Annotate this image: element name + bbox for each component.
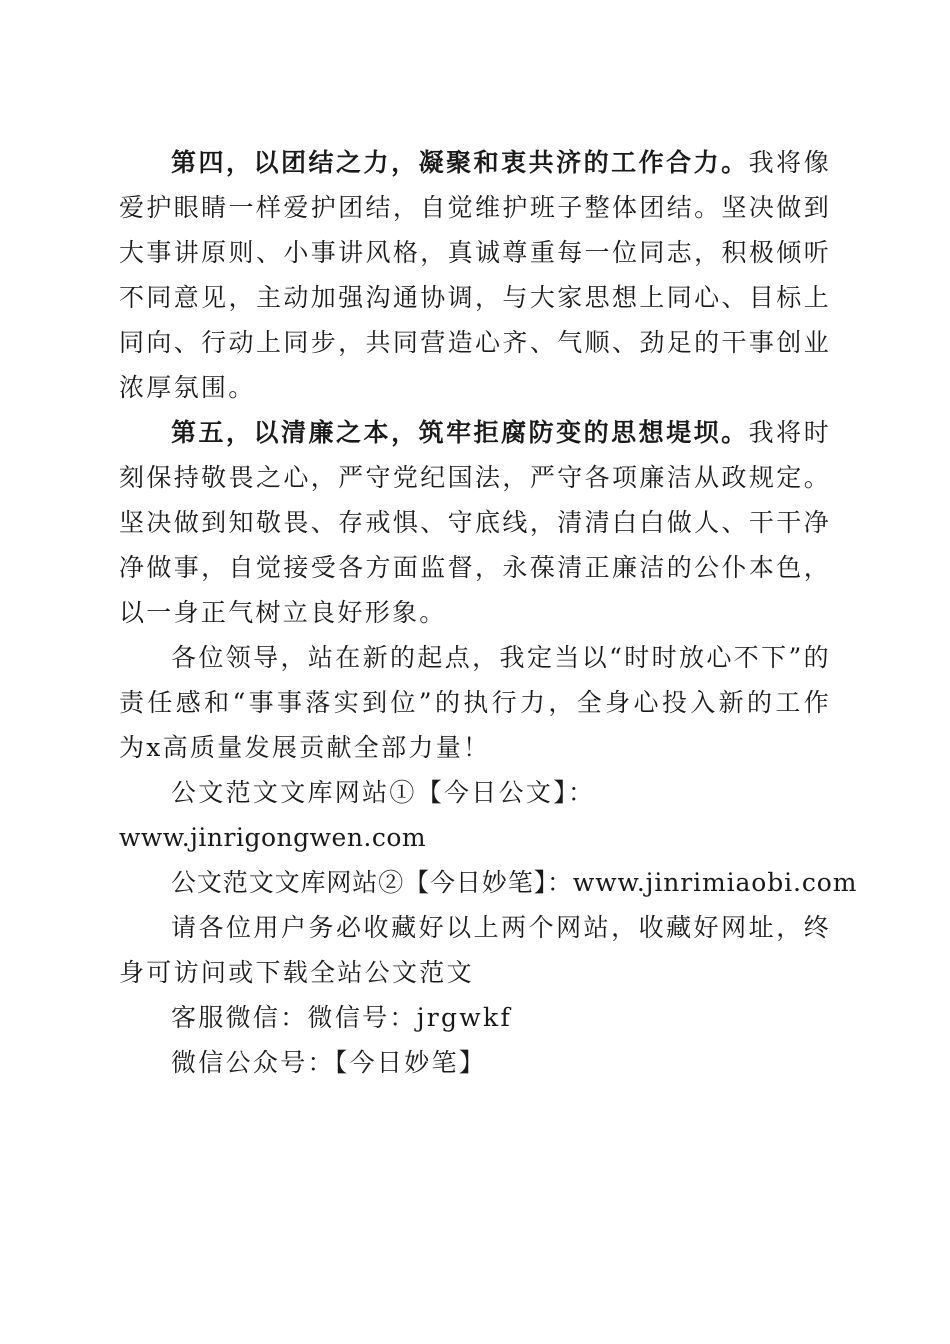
paragraph-fifth-point bbox=[119, 410, 831, 635]
site-1-label: 公文范文文库网站①【今日公文】： bbox=[171, 778, 596, 807]
footer-site-2: 公文范文文库网站②【今日妙笔】：www.jinrimiaobi.com bbox=[171, 868, 858, 897]
footer-notice: 请各位用户务必收藏好以上两个网站，收藏好网址，终身可访问或下载全站公文范文 bbox=[119, 913, 831, 987]
paragraph-closing: 各位领导，站在新的起点，我定当以“时时放心不下”的责任感和“事事落实到位”的执行力，全身心投入新的工作为x高质量发展贡献全部力量！ bbox=[119, 643, 831, 762]
paragraph-text: 我将像爱护眼睛一样爱护团结，自觉维护班子整体团结。坚决做到大事讲原则、小事讲风格，真诚尊重每一位同志，积极倾听不同意见，主动加强沟通协调，与大家思想上同心、目标上同向、行动上同步，共同营造心齐、气顺、劲足的干事创业浓厚氛围。 bbox=[119, 148, 831, 402]
footer-wechat-public: 微信公众号：【今日妙笔】 bbox=[171, 1048, 487, 1077]
paragraph-text: 我将时刻保持敬畏之心，严守党纪国法，严守各项廉洁从政规定。坚决做到知敬畏、存戒惧、守底线，清清白白做人、干干净净做事，自觉接受各方面监督，永葆清正廉洁的公仆本色，以一身正气树立良好形象。 bbox=[119, 418, 831, 627]
document-body bbox=[119, 140, 858, 1085]
paragraph-fourth-point bbox=[119, 140, 831, 410]
paragraph-lead: 第五，以清廉之本，筑牢拒腐防变的思想堤坝。 bbox=[171, 418, 749, 447]
site-1-url: www.jinrigongwen.com bbox=[119, 823, 427, 852]
paragraph-lead: 第四，以团结之力，凝聚和衷共济的工作合力。 bbox=[171, 148, 749, 177]
footer-site-1 bbox=[119, 770, 831, 860]
footer-wechat-service: 客服微信：微信号：jrgwkf bbox=[171, 1003, 513, 1032]
